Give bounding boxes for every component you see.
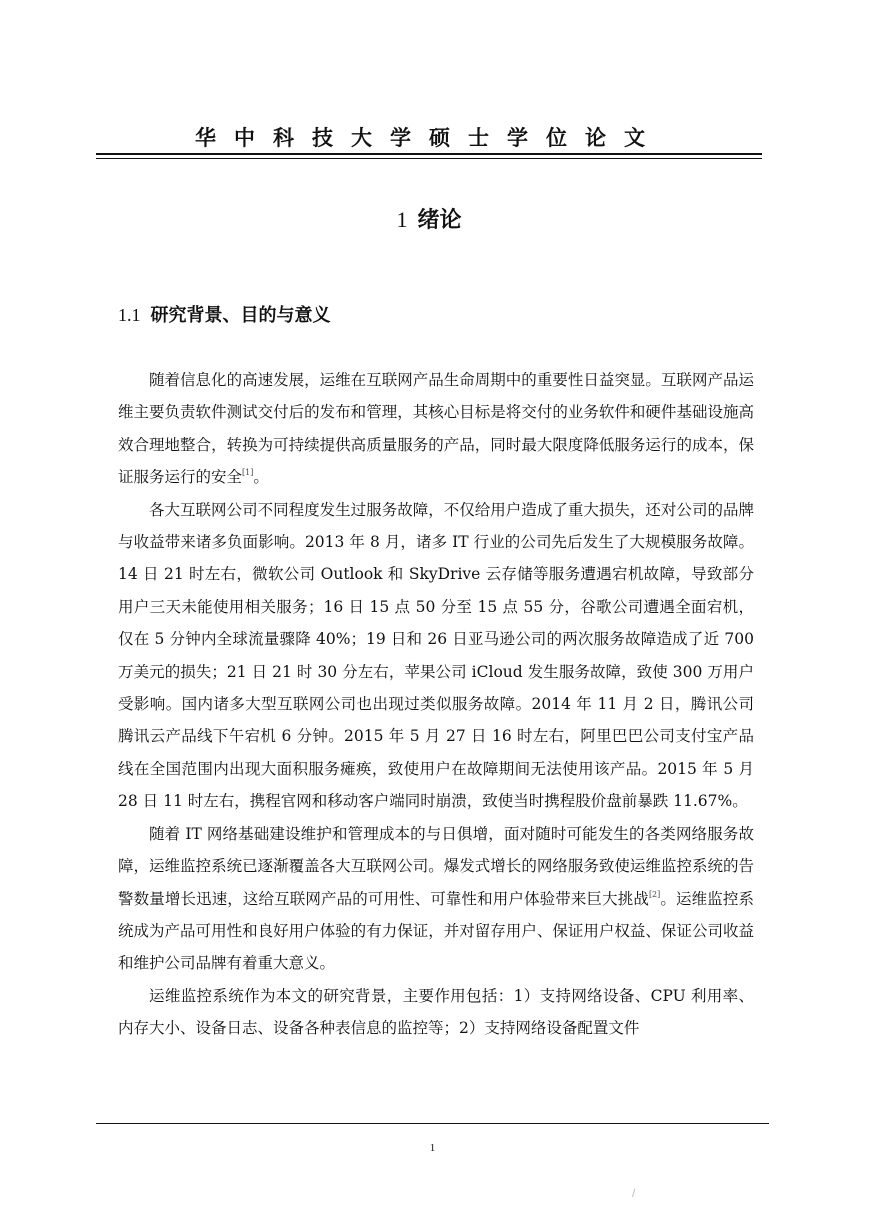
paragraph-1-text: 随着信息化的高速发展，运维在互联网产品生命周期中的重要性日益突显。互联网产品运维主要负责软件测试交付后的发布和管理，其核心目标是将交付的业务软件和硬件基础设施高效合理地整合，转换为可持续提供高质量服务的产品，同时最大限度降低服务运行的成本，保证服务运行的安全 — [118, 371, 754, 487]
header-rule-thick — [96, 153, 762, 155]
section-number: 1.1 — [118, 305, 141, 325]
paragraph-3-text: 随着 IT 网络基础建设维护和管理成本的与日俱增，面对随时可能发生的各类网络服务故障，运维监控系统已逐渐覆盖各大互联网公司。爆发式增长的网络服务致使运维监控系统的告警数量增长迅速，这给互联网产品的可用性、可靠性和用户体验带来巨大挑战 — [118, 824, 754, 908]
thesis-header-title: 华中科技大学硕士学位论文 — [195, 125, 663, 150]
paragraph-1 — [118, 364, 754, 494]
section-title: 研究背景、目的与意义 — [150, 305, 331, 326]
page-number: 1 — [429, 1142, 436, 1154]
corner-mark: / — [632, 1186, 636, 1200]
body-text — [118, 364, 754, 1045]
paragraph-4: 运维监控系统作为本文的研究背景，主要作用包括：1）支持网络设备、CPU 利用率、内存大小、设备日志、设备各种表信息的监控等；2）支持网络设备配置文件 — [118, 986, 754, 1038]
section-heading — [118, 301, 331, 327]
chapter-number: 1 — [396, 207, 408, 232]
paragraph-3 — [118, 818, 754, 980]
paragraph-1-end: 。 — [253, 468, 269, 487]
header-rule-thin — [96, 158, 762, 159]
chapter-heading — [96, 203, 762, 234]
citation-1[interactable]: [1] — [242, 468, 254, 478]
footer-rule — [96, 1123, 769, 1124]
paragraph-3-end: 。运维监控系统成为产品可用性和良好用户体验的有力保证，并对留存用户、保证用户权益、保证公司收益和维护公司品牌有着重大意义。 — [118, 889, 754, 973]
paragraph-2: 各大互联网公司不同程度发生过服务故障，不仅给用户造成了重大损失，还对公司的品牌与收益带来诸多负面影响。2013 年 8 月，诸多 IT 行业的公司先后发生了大规模服务故障。14 日 21 时左右，微软公司 Outlook 和 SkyDrive 云存储等服务遭遇宕机故障，导致部分用户三天未能使用相关服务；16 日 15 点 50 分至 15 点 55 分，谷歌公司遭遇全面宕机，仅在 5 分钟内全球流量骤降 40%；19 日和 26 日亚马逊公司的两次服务故障造成了近 700 万美元的损失；21 日 21 时 30 分左右，苹果公司 iCloud 发生服务故障，致使 300 万用户受影响。国内诸多大型互联网公司也出现过类似服务故障。2014 年 11 月 2 日，腾讯公司腾讯云产品线下午宕机 6 分钟。2015 年 5 月 27 日 16 时左右，阿里巴巴公司支付宝产品线在全国范围内出现大面积服务瘫痪，致使用户在故障期间无法使用该产品。2015 年 5 月 28 日 11 时左右，携程官网和移动客户端同时崩溃，致使当时携程股价盘前暴跌 11.67%。 — [118, 500, 754, 811]
chapter-title: 绪论 — [417, 207, 462, 233]
citation-2[interactable]: [2] — [648, 889, 661, 899]
